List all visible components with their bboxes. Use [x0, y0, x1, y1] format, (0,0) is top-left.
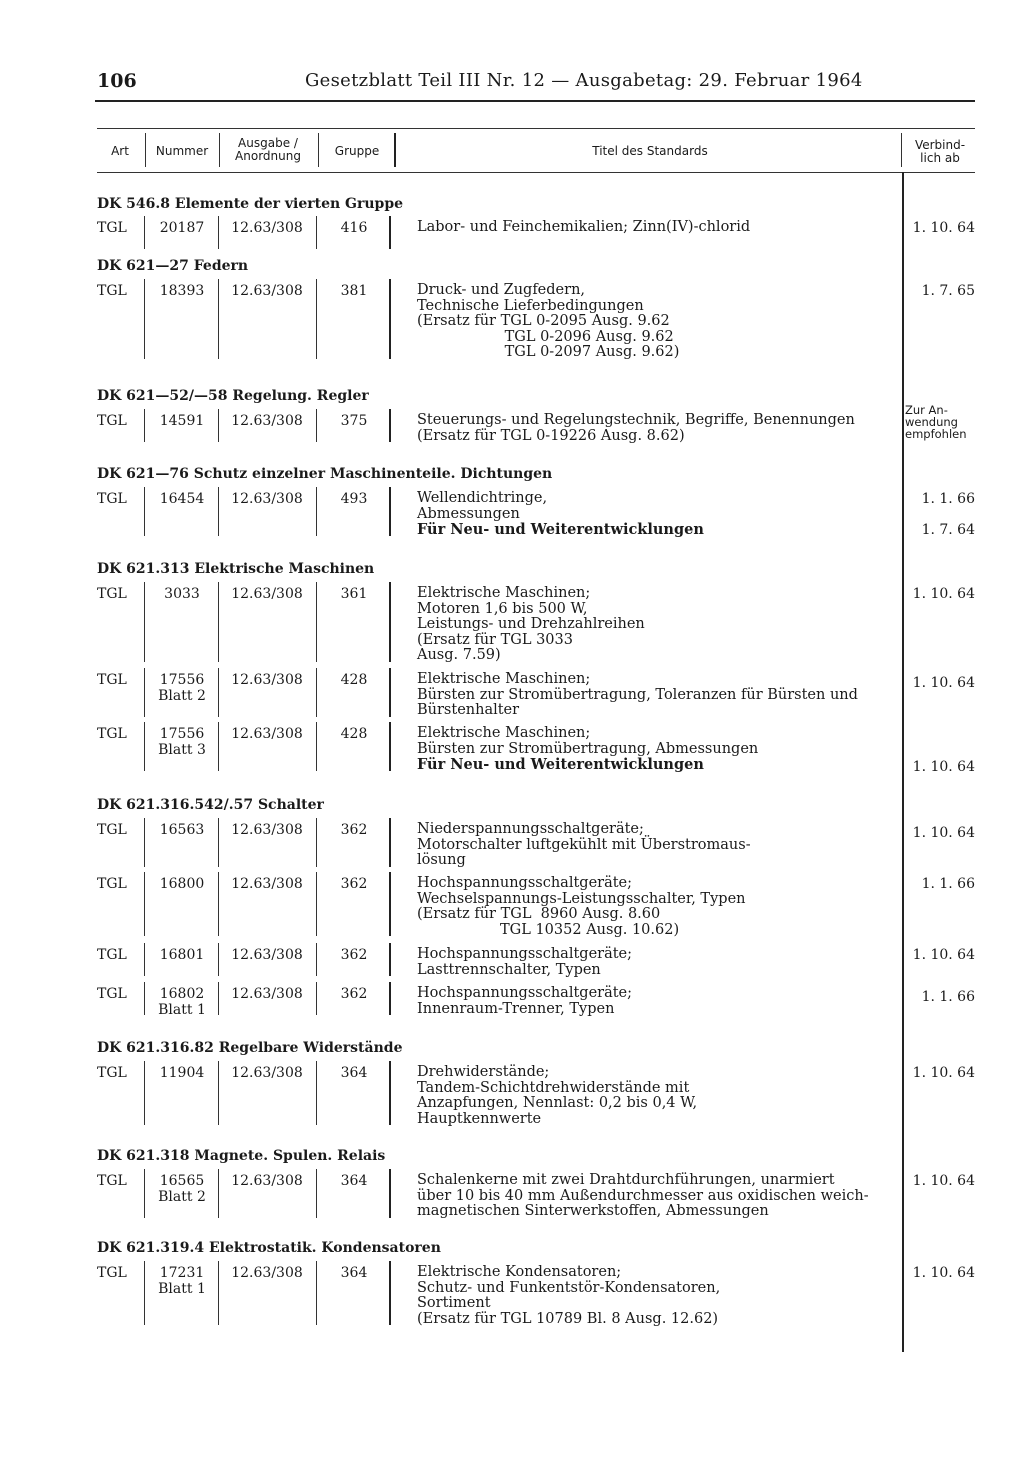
column-rule — [218, 487, 219, 536]
column-rule — [316, 487, 317, 536]
header-divider — [219, 133, 220, 167]
title-line: Motoren 1,6 bis 500 W, — [417, 600, 588, 617]
nummer-cell: 16565 Blatt 2 — [158, 1173, 206, 1205]
column-rule — [218, 872, 219, 936]
gruppe-cell: 362 — [340, 876, 368, 892]
column-rule — [218, 279, 219, 359]
title-line: Hochspannungsschaltgeräte; — [417, 875, 633, 891]
nummer-cell: 16563 — [159, 822, 205, 838]
date-cell: 1. 10. 64 — [912, 825, 975, 841]
nummer-cell: 16801 — [159, 947, 205, 963]
title-line: Elektrische Maschinen; — [417, 725, 591, 741]
nummer-cell: 16800 — [159, 876, 205, 892]
title-rule — [389, 1061, 391, 1125]
title-line: Niederspannungsschaltgeräte; — [417, 821, 644, 837]
column-rule — [144, 216, 145, 249]
column-rule — [316, 668, 317, 717]
title-line: Hochspannungsschaltgeräte; — [417, 985, 633, 1001]
column-rule — [218, 409, 219, 442]
column-rule — [316, 818, 317, 867]
column-rule — [218, 216, 219, 249]
column-rule — [144, 487, 145, 536]
title-line: Für Neu- und Weiterentwicklungen — [417, 756, 704, 774]
nummer-cell: 17231 Blatt 1 — [158, 1265, 206, 1297]
title-line: Abmessungen — [417, 505, 520, 522]
title-line: Labor- und Feinchemikalien; Zinn(IV)-chlorid — [417, 219, 751, 235]
column-rule — [144, 1261, 145, 1325]
title-rule — [389, 409, 391, 442]
ausgabe-cell: 12.63/308 — [231, 822, 303, 838]
gruppe-cell: 428 — [340, 672, 368, 688]
gruppe-cell: 364 — [340, 1065, 368, 1081]
column-rule — [144, 279, 145, 359]
date-column-rule — [902, 172, 904, 1352]
column-rule — [316, 409, 317, 442]
col-header-verbindlich: Verbind- lich ab — [914, 138, 966, 165]
column-rule — [316, 722, 317, 771]
art-cell: TGL — [97, 822, 127, 838]
title-line: TGL 0-2097 Ausg. 9.62) — [417, 344, 680, 361]
column-rule — [218, 818, 219, 867]
col-header-ausgabe: Ausgabe / Anordnung — [235, 136, 301, 163]
column-rule — [316, 1169, 317, 1218]
title-line: Schutz- und Funkentstör-Kondensatoren, — [417, 1279, 721, 1296]
column-rule — [218, 1169, 219, 1218]
column-rule — [316, 1261, 317, 1325]
title-line: (Ersatz für TGL 8960 Ausg. 8.60 — [417, 906, 661, 923]
title-line: TGL 0-2096 Ausg. 9.62 — [417, 328, 674, 345]
ausgabe-cell: 12.63/308 — [231, 876, 303, 892]
column-rule — [316, 872, 317, 936]
section-heading: DK 621—52/—58 Regelung. Regler — [97, 388, 369, 404]
title-line: (Ersatz für TGL 3033 — [417, 631, 573, 648]
art-cell: TGL — [97, 1173, 127, 1189]
ausgabe-cell: 12.63/308 — [231, 947, 303, 963]
nummer-cell: 14591 — [159, 413, 205, 429]
page-title: Gesetzblatt Teil III Nr. 12 — Ausgabetag: 29. Februar 1964 — [305, 70, 863, 91]
title-line: Bürsten zur Stromübertragung, Abmessungen — [417, 740, 759, 757]
column-rule — [144, 1061, 145, 1125]
art-cell: TGL — [97, 1065, 127, 1081]
gruppe-cell: 362 — [340, 822, 368, 838]
date-cell: 1. 10. 64 — [912, 586, 975, 602]
title-line: Technische Lieferbedingungen — [417, 297, 644, 314]
section-heading: DK 546.8 Elemente der vierten Gruppe — [97, 196, 404, 212]
date-cell: 1. 1. 66 — [921, 491, 975, 507]
title-line: Schalenkerne mit zwei Drahtdurchführungen, unarmiert — [417, 1172, 835, 1188]
column-rule — [218, 982, 219, 1015]
ausgabe-cell: 12.63/308 — [231, 220, 303, 236]
column-rule — [316, 943, 317, 976]
title-line: Hochspannungsschaltgeräte; — [417, 946, 633, 962]
gruppe-cell: 362 — [340, 947, 368, 963]
art-cell: TGL — [97, 283, 127, 299]
art-cell: TGL — [97, 1265, 127, 1281]
col-header-art: Art — [111, 144, 129, 158]
date-cell: 1. 1. 66 — [921, 989, 975, 1005]
section-heading: DK 621.313 Elektrische Maschinen — [97, 561, 375, 577]
title-rule — [389, 582, 391, 662]
title-rule — [389, 872, 391, 936]
nummer-cell: 20187 — [159, 220, 205, 236]
art-cell: TGL — [97, 672, 127, 688]
header-divider — [394, 133, 396, 167]
art-cell: TGL — [97, 986, 127, 1002]
art-cell: TGL — [97, 947, 127, 963]
title-line: Bürstenhalter — [417, 702, 520, 719]
title-rule — [389, 722, 391, 771]
ausgabe-cell: 12.63/308 — [231, 672, 303, 688]
column-rule — [218, 722, 219, 771]
nummer-cell: 16802 Blatt 1 — [158, 986, 206, 1018]
date-cell: 1. 10. 64 — [912, 1173, 975, 1189]
art-cell: TGL — [97, 876, 127, 892]
column-rule — [144, 982, 145, 1015]
title-line: Hauptkennwerte — [417, 1110, 542, 1127]
nummer-cell: 3033 — [164, 586, 200, 602]
title-line: Für Neu- und Weiterentwicklungen — [417, 521, 704, 539]
page-number: 106 — [97, 70, 137, 92]
column-rule — [144, 818, 145, 867]
ausgabe-cell: 12.63/308 — [231, 491, 303, 507]
column-rule — [316, 216, 317, 249]
title-line: (Ersatz für TGL 10789 Bl. 8 Ausg. 12.62) — [417, 1310, 719, 1327]
gruppe-cell: 493 — [340, 491, 368, 507]
nummer-cell: 16454 — [159, 491, 205, 507]
date-cell: 1. 1. 66 — [921, 876, 975, 892]
title-line: Steuerungs- und Regelungstechnik, Begriffe, Benennungen — [417, 412, 855, 428]
gruppe-cell: 428 — [340, 726, 368, 742]
section-heading: DK 621.316.542/.57 Schalter — [97, 797, 324, 813]
title-rule — [389, 668, 391, 717]
ausgabe-cell: 12.63/308 — [231, 1173, 303, 1189]
column-rule — [144, 872, 145, 936]
ausgabe-cell: 12.63/308 — [231, 726, 303, 742]
ausgabe-cell: 12.63/308 — [231, 413, 303, 429]
date-cell: 1. 10. 64 — [912, 675, 975, 691]
title-line: Sortiment — [417, 1295, 491, 1312]
gruppe-cell: 416 — [340, 220, 368, 236]
title-line: Wechselspannungs-Leistungsschalter, Typen — [417, 890, 746, 907]
gruppe-cell: 361 — [340, 586, 368, 602]
title-line: lösung — [417, 852, 466, 869]
title-line: Elektrische Maschinen; — [417, 585, 591, 601]
nummer-cell: 17556 Blatt 2 — [158, 672, 206, 704]
table-header-top-rule — [97, 128, 975, 129]
column-rule — [218, 1261, 219, 1325]
section-heading: DK 621.316.82 Regelbare Widerstände — [97, 1040, 403, 1056]
column-rule — [218, 1061, 219, 1125]
ausgabe-cell: 12.63/308 — [231, 986, 303, 1002]
column-rule — [144, 943, 145, 976]
title-rule — [389, 818, 391, 867]
title-line: Elektrische Maschinen; — [417, 671, 591, 687]
title-rule — [389, 982, 391, 1015]
date-cell: 1. 7. 65 — [921, 283, 975, 299]
col-header-nummer: Nummer — [155, 144, 209, 158]
title-line: Anzapfungen, Nennlast: 0,2 bis 0,4 W, — [417, 1095, 698, 1112]
title-line: TGL 10352 Ausg. 10.62) — [417, 921, 680, 938]
column-rule — [218, 668, 219, 717]
column-rule — [316, 279, 317, 359]
column-rule — [218, 582, 219, 662]
header-divider — [901, 133, 902, 167]
title-line: Ausg. 7.59) — [417, 647, 501, 664]
section-heading: DK 621.318 Magnete. Spulen. Relais — [97, 1148, 386, 1164]
date-cell: 1. 10. 64 — [912, 759, 975, 776]
date-cell: 1. 10. 64 — [912, 947, 975, 963]
section-heading: DK 621—76 Schutz einzelner Maschinenteile. Dichtungen — [97, 466, 553, 482]
title-line: Bürsten zur Stromübertragung, Toleranzen für Bürsten und — [417, 686, 858, 703]
title-rule — [389, 216, 391, 249]
date-cell: Zur An- wendung empfohlen — [905, 403, 967, 441]
nummer-cell: 18393 — [159, 283, 205, 299]
column-rule — [316, 582, 317, 662]
section-heading: DK 621—27 Federn — [97, 258, 249, 274]
nummer-cell: 17556 Blatt 3 — [158, 726, 206, 758]
header-divider — [145, 133, 146, 167]
column-rule — [144, 1169, 145, 1218]
date-cell: 1. 10. 64 — [912, 1065, 975, 1081]
table-header-bottom-rule — [97, 172, 975, 173]
ausgabe-cell: 12.63/308 — [231, 283, 303, 299]
title-line: über 10 bis 40 mm Außendurchmesser aus oxidischen weich- — [417, 1187, 869, 1204]
column-rule — [144, 409, 145, 442]
title-line: Motorschalter luftgekühlt mit Überstromaus- — [417, 836, 751, 853]
date-cell: 1. 10. 64 — [912, 1265, 975, 1281]
ausgabe-cell: 12.63/308 — [231, 1065, 303, 1081]
nummer-cell: 11904 — [159, 1065, 205, 1081]
title-rule — [389, 487, 391, 536]
header-divider — [318, 133, 319, 167]
title-rule — [389, 943, 391, 976]
column-rule — [144, 722, 145, 771]
title-rule — [389, 1261, 391, 1325]
column-rule — [218, 943, 219, 976]
date-cell: 1. 7. 64 — [921, 522, 975, 539]
art-cell: TGL — [97, 491, 127, 507]
title-line: Druck- und Zugfedern, — [417, 282, 586, 298]
column-rule — [316, 1061, 317, 1125]
title-line: Elektrische Kondensatoren; — [417, 1264, 622, 1280]
gruppe-cell: 375 — [340, 413, 368, 429]
col-header-titel: Titel des Standards — [592, 144, 708, 158]
title-line: (Ersatz für TGL 0-19226 Ausg. 8.62) — [417, 427, 685, 444]
gruppe-cell: 362 — [340, 986, 368, 1002]
gruppe-cell: 381 — [340, 283, 368, 299]
column-rule — [144, 668, 145, 717]
column-rule — [144, 582, 145, 662]
col-header-gruppe: Gruppe — [334, 144, 380, 158]
ausgabe-cell: 12.63/308 — [231, 1265, 303, 1281]
art-cell: TGL — [97, 220, 127, 236]
title-line: Drehwiderstände; — [417, 1064, 550, 1080]
title-line: Innenraum-Trenner, Typen — [417, 1000, 615, 1017]
column-rule — [316, 982, 317, 1015]
art-cell: TGL — [97, 726, 127, 742]
title-line: Leistungs- und Drehzahlreihen — [417, 616, 645, 633]
title-line: Lasttrennschalter, Typen — [417, 961, 601, 978]
gruppe-cell: 364 — [340, 1265, 368, 1281]
date-cell: 1. 10. 64 — [912, 220, 975, 236]
title-line: Wellendichtringe, — [417, 490, 548, 506]
title-line: magnetischen Sinterwerkstoffen, Abmessungen — [417, 1203, 769, 1220]
title-line: (Ersatz für TGL 0-2095 Ausg. 9.62 — [417, 313, 670, 330]
title-line: Tandem-Schichtdrehwiderstände mit — [417, 1079, 690, 1096]
title-rule — [389, 279, 391, 359]
header-rule — [95, 100, 975, 102]
section-heading: DK 621.319.4 Elektrostatik. Kondensatoren — [97, 1240, 441, 1256]
ausgabe-cell: 12.63/308 — [231, 586, 303, 602]
art-cell: TGL — [97, 586, 127, 602]
gruppe-cell: 364 — [340, 1173, 368, 1189]
title-rule — [389, 1169, 391, 1218]
art-cell: TGL — [97, 413, 127, 429]
